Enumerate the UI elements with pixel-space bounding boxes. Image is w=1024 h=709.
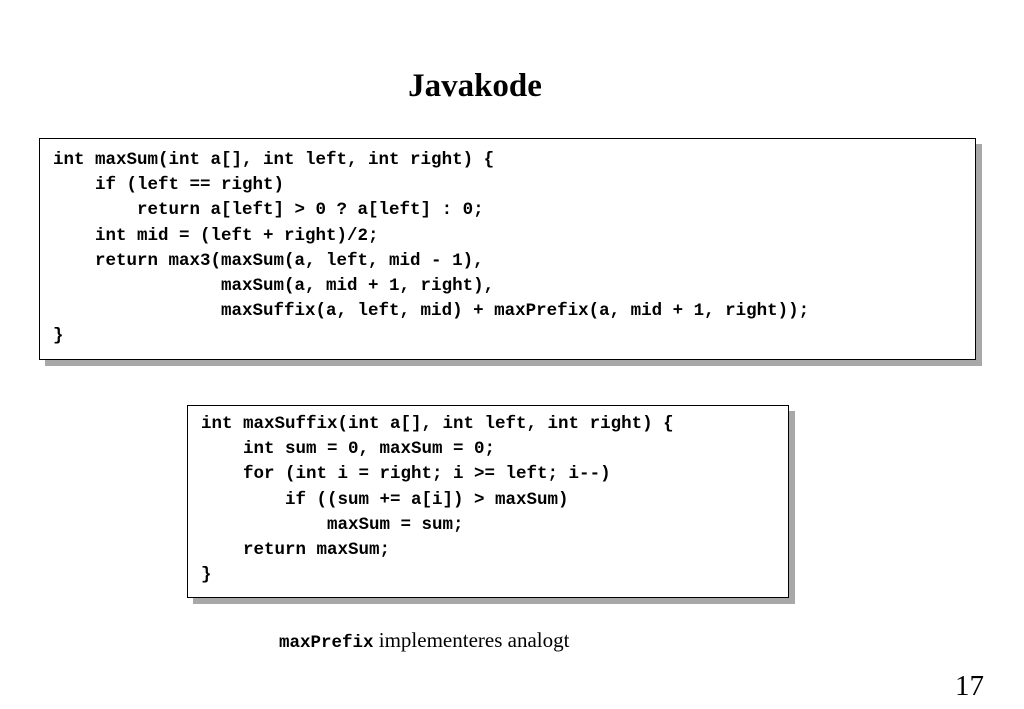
code-line: maxSuffix(a, left, mid) + maxPrefix(a, mid + 1, right)); (53, 301, 810, 322)
note-function-name: maxPrefix (279, 633, 374, 653)
slide-title: Javakode (408, 68, 542, 104)
implementation-note (279, 626, 569, 657)
code-line: for (int i = right; i >= left; i--) (201, 464, 611, 485)
code-line: } (53, 326, 64, 347)
note-text: implementeres analogt (373, 628, 570, 652)
code-line: } (201, 565, 212, 586)
code-line: return a[left] > 0 ? a[left] : 0; (53, 200, 484, 221)
code-line: int maxSum(int a[], int left, int right) { (53, 150, 495, 170)
code-text-maxsum (53, 148, 975, 350)
code-line: maxSum(a, mid + 1, right), (53, 276, 495, 297)
code-line: maxSum = sum; (201, 514, 464, 535)
code-line: return max3(maxSum(a, left, mid - 1), (53, 250, 484, 271)
code-line: int sum = 0, maxSum = 0; (201, 439, 496, 460)
code-text-maxsuffix (201, 412, 788, 588)
code-line: int mid = (left + right)/2; (53, 225, 379, 246)
code-line: int maxSuffix(int a[], int left, int right) { (201, 414, 674, 434)
code-block-maxsum (39, 138, 976, 360)
code-block-maxsuffix (187, 405, 789, 598)
code-line: return maxSum; (201, 540, 391, 561)
code-line: if ((sum += a[i]) > maxSum) (201, 489, 569, 510)
page-number: 17 (955, 670, 984, 702)
code-line: if (left == right) (53, 175, 285, 196)
